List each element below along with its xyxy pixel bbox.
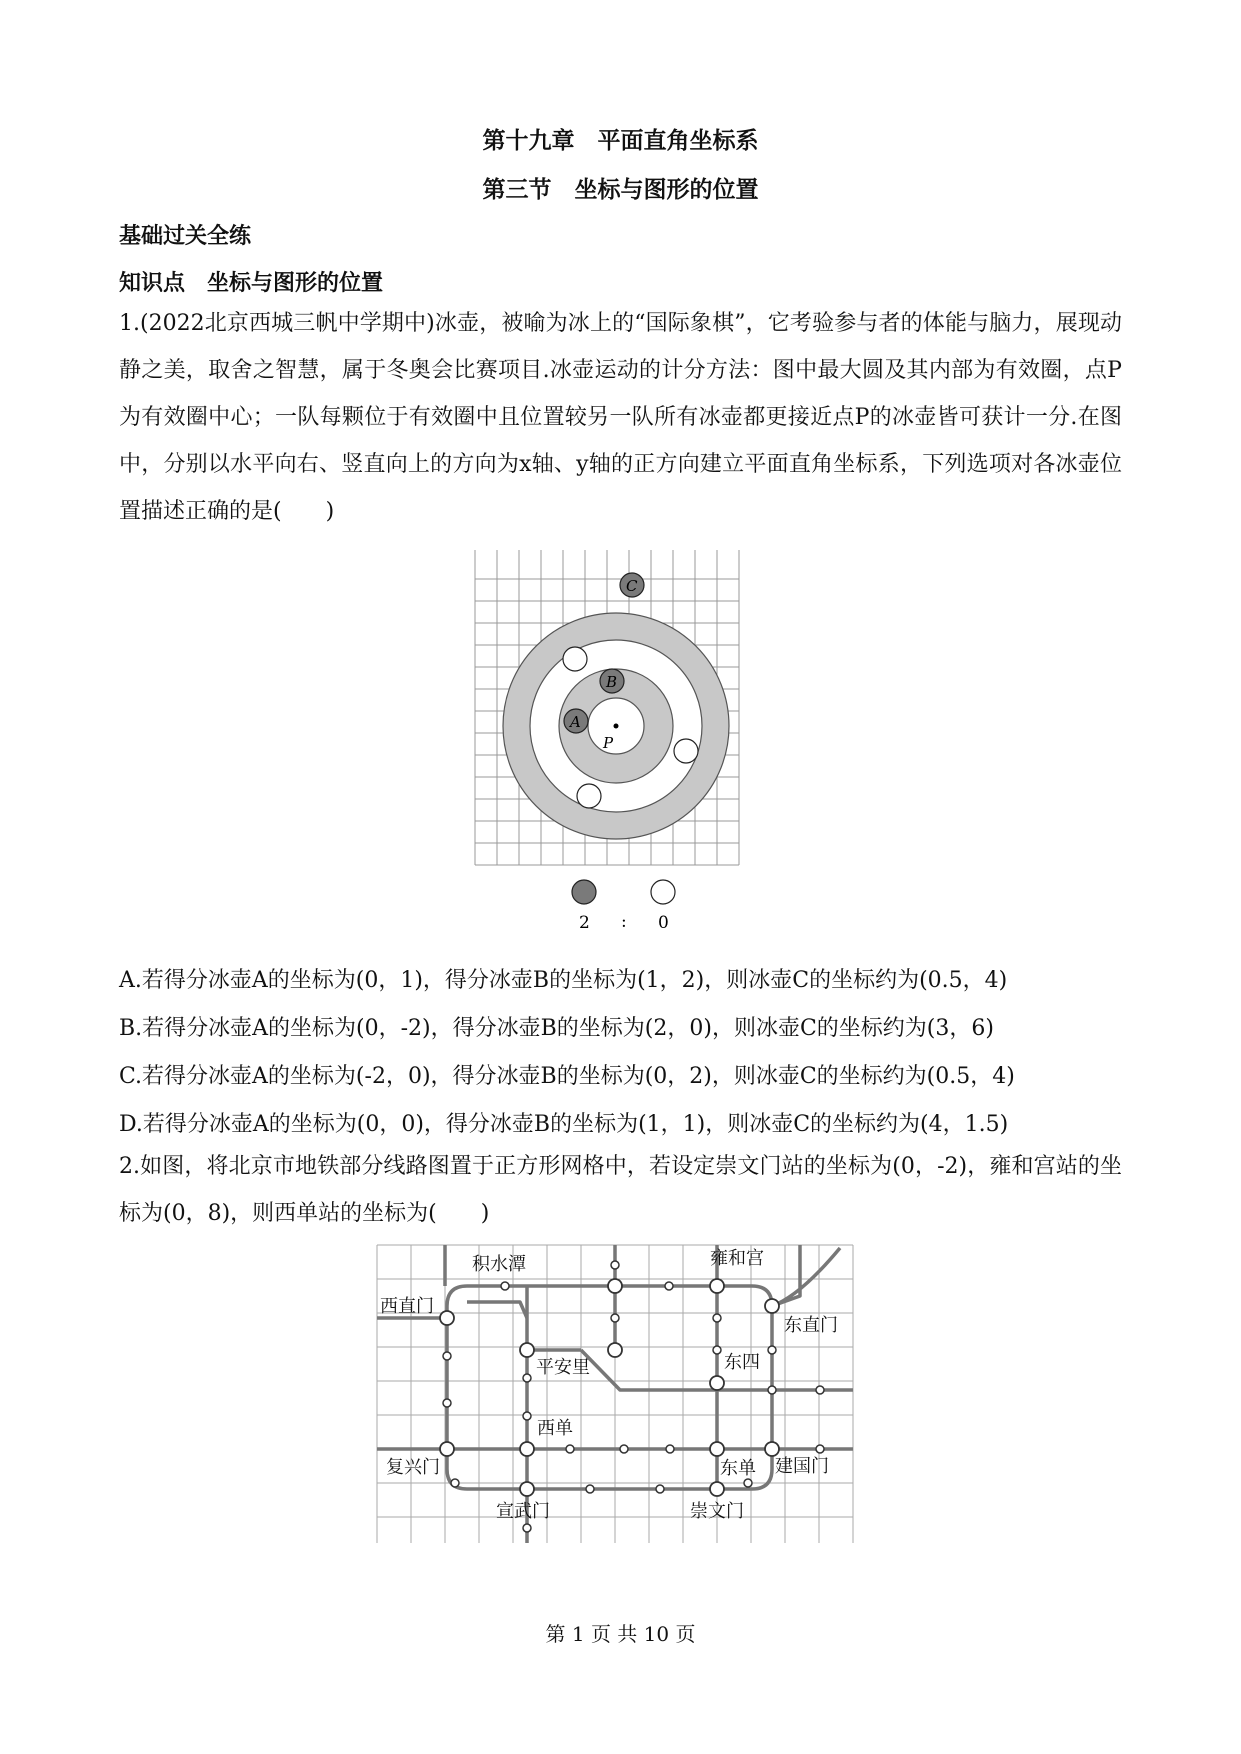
station-xizhimen xyxy=(440,1311,454,1325)
question-1-text: 1.(2022北京西城三帆中学期中)冰壶，被喻为冰上的“国际象棋”，它考验参与者的体能与脑力，展现动静之美，取舍之智慧，属于冬奥会比赛项目.冰壶运动的计分方法：图中最大圆及其内部为有效圈，点P为有效圈中心；一队每颗位于有效圈中且位置较另一队所有冰壶都更接近点P的冰壶皆可获计一分.在图中，分别以水平向右、竖直向上的方向为x轴、y轴的正方向建立平面直角坐标系，下列选项对各冰壶位置描述正确的是( ) xyxy=(119,311,1122,524)
station-dongdan xyxy=(710,1442,724,1456)
label-xuanwumen: 宣武门 xyxy=(496,1501,550,1522)
white-stone-1 xyxy=(563,647,587,671)
station-pinganli xyxy=(520,1343,534,1357)
label-jianguomen: 建国门 xyxy=(775,1456,829,1477)
station-nanluoguxiang xyxy=(608,1343,622,1357)
label-pinganli: 平安里 xyxy=(536,1357,590,1378)
subway-map-figure xyxy=(370,1238,870,1558)
label-xizhimen: 西直门 xyxy=(380,1296,434,1317)
station-dongsi xyxy=(710,1376,724,1390)
center-point-p xyxy=(614,724,619,729)
station-xuanwumen xyxy=(520,1482,534,1496)
station-chongwenmen xyxy=(710,1482,724,1496)
station-xidan xyxy=(520,1442,534,1456)
question-2-text: 2.如图，将北京市地铁部分线路图置于正方形网格中，若设定崇文门站的坐标为(0，-2)，雍和宫站的坐标为(0，8)，则西单站的坐标为( ) xyxy=(119,1154,1122,1226)
label-b: B xyxy=(606,673,618,691)
score-white-stone xyxy=(651,880,675,904)
page-footer: 第 1 页 共 10 页 xyxy=(545,1622,696,1646)
option-b: B.若得分冰壶A的坐标为(0，-2)，得分冰壶B的坐标为(2，0)，则冰壶C的坐标约为(3，6) xyxy=(119,1016,994,1041)
label-dongdan: 东单 xyxy=(720,1458,756,1479)
score-dark-stone xyxy=(572,880,596,904)
score-right: 0 xyxy=(658,913,669,933)
label-xidan: 西单 xyxy=(537,1418,573,1439)
white-stone-3 xyxy=(577,784,601,808)
score-separator: : xyxy=(621,912,627,932)
option-a: A.若得分冰壶A的坐标为(0，1)，得分冰壶B的坐标为(1，2)，则冰壶C的坐标约为(0.5，4) xyxy=(119,968,1008,993)
label-a: A xyxy=(570,713,581,731)
white-stone-2 xyxy=(674,739,698,763)
label-chongwenmen: 崇文门 xyxy=(690,1501,744,1522)
label-p: P xyxy=(603,734,614,752)
label-dongsi: 东四 xyxy=(724,1352,760,1373)
label-dongzhimen: 东直门 xyxy=(784,1315,838,1336)
option-d: D.若得分冰壶A的坐标为(0，0)，得分冰壶B的坐标为(1，1)，则冰壶C的坐标约为(4，1.5) xyxy=(119,1112,1009,1137)
station-jianguomen xyxy=(765,1442,779,1456)
line-4-north xyxy=(467,1302,527,1318)
station-yonghegong xyxy=(710,1279,724,1293)
chapter-title: 第十九章 平面直角坐标系 xyxy=(482,128,759,154)
station-dongzhimen xyxy=(765,1299,779,1313)
top-right-line xyxy=(772,1245,840,1306)
label-c: C xyxy=(626,577,638,595)
section-title: 第三节 坐标与图形的位置 xyxy=(482,177,759,203)
label-jishuitan: 积水潭 xyxy=(472,1254,526,1275)
score-left: 2 xyxy=(579,913,590,933)
label-yonghegong: 雍和宫 xyxy=(710,1248,764,1269)
station-fuxingmen xyxy=(440,1442,454,1456)
curling-figure xyxy=(470,545,770,945)
exercise-heading: 基础过关全练 xyxy=(119,224,252,249)
label-fuxingmen: 复兴门 xyxy=(386,1457,440,1478)
option-c: C.若得分冰壶A的坐标为(-2，0)，得分冰壶B的坐标为(0，2)，则冰壶C的坐标约为(0.5，4) xyxy=(119,1064,1015,1089)
station-guloudajie xyxy=(608,1279,622,1293)
knowledge-heading: 知识点 坐标与图形的位置 xyxy=(119,271,384,296)
